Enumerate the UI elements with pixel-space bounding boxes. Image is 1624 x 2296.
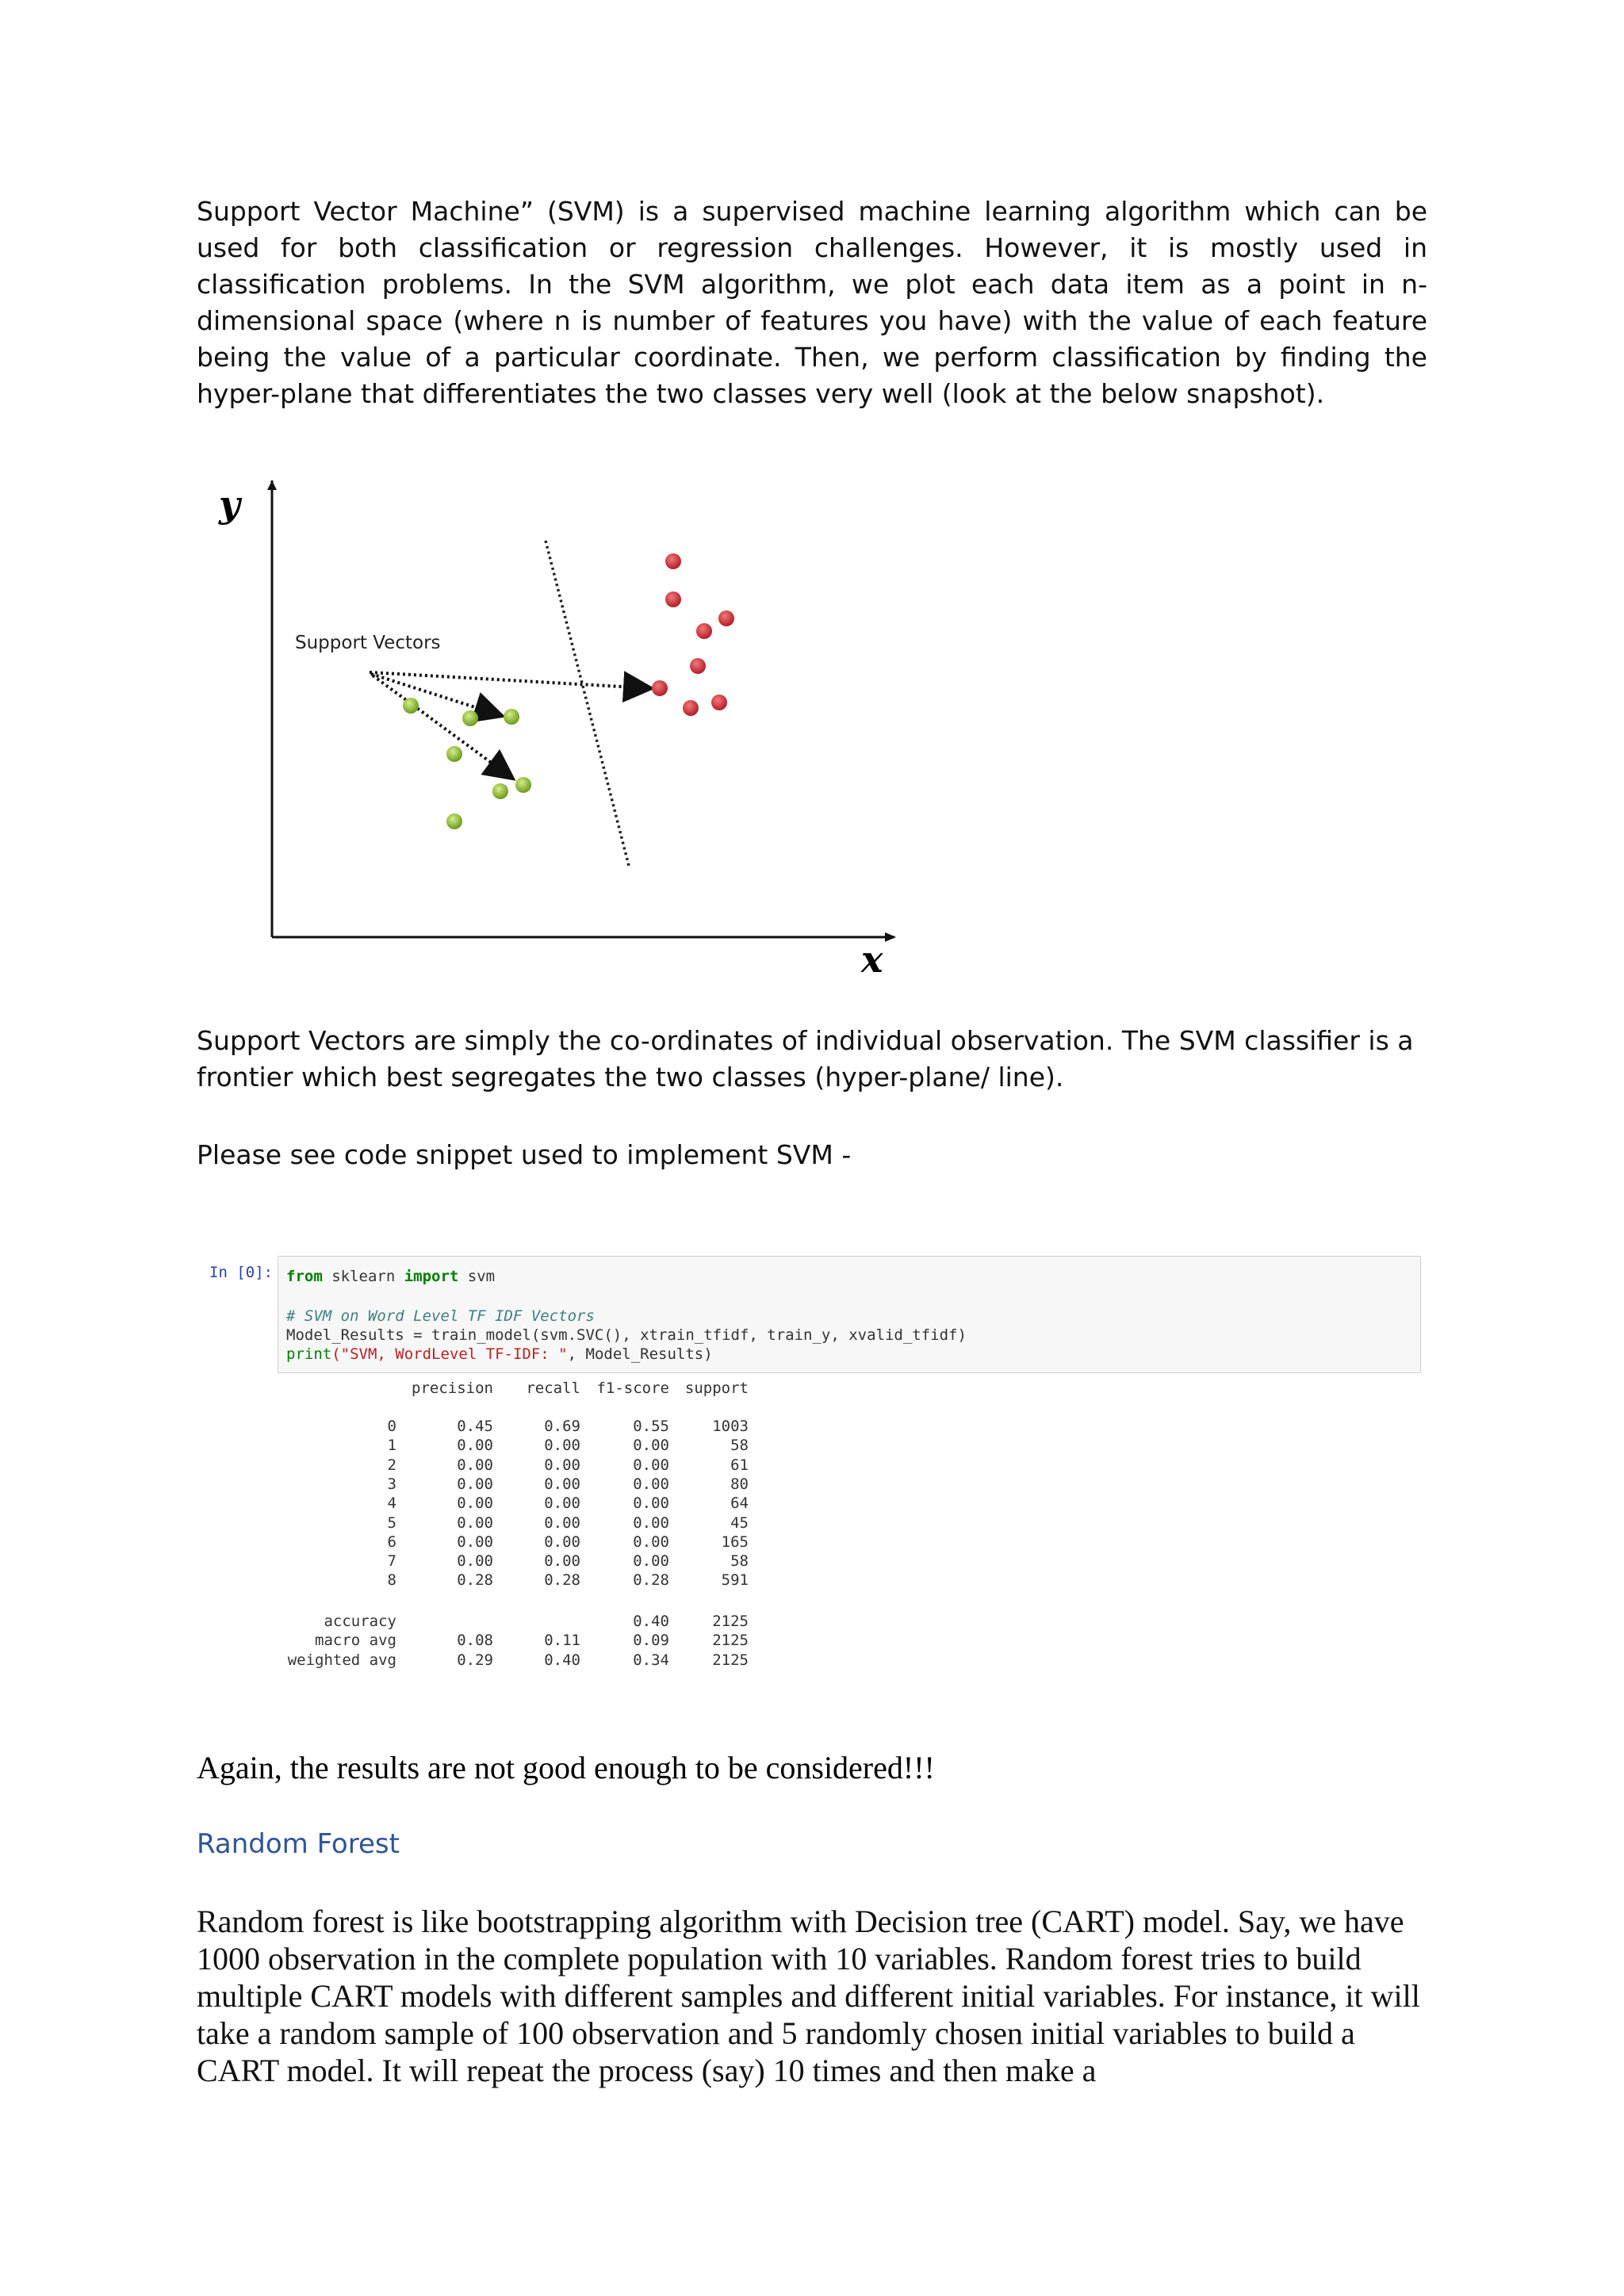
green-point [492,783,508,799]
code-line-1: from sklearn import svm [286,1268,496,1285]
green-point [446,813,462,829]
report-value: 0.28 [633,1571,669,1590]
report-value: 0.08 [457,1632,493,1650]
report-value: 0.11 [544,1632,580,1650]
report-value: 61 [730,1456,749,1474]
report-value: 0.45 [457,1418,493,1435]
report-value: 0.00 [544,1456,580,1474]
report-value: 0.28 [457,1571,493,1590]
red-point [696,623,712,639]
report-value: 0.00 [633,1494,669,1513]
report-header-cell: recall [526,1380,580,1397]
red-point [665,553,681,569]
report-value: 0.00 [457,1456,493,1474]
report-class-label: 7 [387,1552,396,1571]
report-value: 0.00 [544,1533,580,1551]
report-value: 0.00 [544,1475,580,1493]
green-point-support-vector [515,777,531,793]
report-header-cell: f1-score [596,1380,669,1397]
red-point-support-vector [652,680,668,696]
report-value: 2125 [712,1651,749,1669]
report-summary-label: weighted avg [287,1651,396,1669]
green-point [403,698,419,714]
report-value: 0.00 [633,1437,669,1455]
report-value: 2125 [712,1632,749,1650]
svm-diagram [197,476,910,983]
arrow-to-red-support-vector [370,672,649,688]
report-value: 591 [721,1571,749,1590]
report-value: 0.40 [633,1613,669,1630]
report-value: 1003 [712,1418,749,1435]
conclusion-text: Again, the results are not good enough to be considered!!! [197,1750,935,1785]
snippet-intro: Please see code snippet used to implement SVM - [197,1139,852,1170]
report-value: 0.00 [457,1475,493,1493]
support-vectors-paragraph: Support Vectors are simply the co-ordinates of individual observation. The SVM classifier is a frontier which best segregates the two classes (hyper-plane/ line). [197,1025,1414,1093]
report-value: 165 [721,1533,749,1551]
report-value: 0.00 [544,1494,580,1513]
green-point-support-vector [504,709,519,725]
x-axis-label: x [861,938,883,981]
random-forest-paragraph: Random forest is like bootstrapping algorithm with Decision tree (CART) model. Say, we have 1000 observation in the complete population with 10 variables. Random forest tries to build multiple CART models with different samples and different initial variables. For instance, it will take a random sample of 100 observation and 5 randomly chosen initial variables to build a CART model. It will repeat the process (say) 10 times and then make a [197,1904,1420,2088]
red-point [718,610,734,626]
report-value: 0.29 [457,1651,493,1669]
section-heading-random-forest: Random Forest [197,1828,400,1860]
green-point [462,710,478,726]
red-point [711,695,727,710]
report-value: 0.00 [544,1437,580,1455]
red-point [683,700,699,716]
report-value: 0.00 [457,1437,493,1455]
green-point [446,746,462,762]
notebook-screenshot [197,1253,1427,1673]
hyperplane-line [546,541,629,866]
report-value: 45 [730,1513,749,1532]
report-value: 0.00 [457,1533,493,1551]
report-value: 0.00 [633,1513,669,1532]
report-header-cell: support [684,1380,749,1397]
cell-prompt: In [0]: [209,1264,274,1281]
y-axis-label: y [219,483,240,526]
report-value: 0.69 [544,1418,580,1435]
y-axis-arrow [267,480,277,490]
report-value: 0.00 [457,1494,493,1513]
report-value: 0.55 [633,1418,669,1435]
x-axis-arrow [885,932,896,942]
report-value: 0.34 [633,1651,669,1669]
report-class-label: 6 [387,1533,396,1551]
classification-report [278,1380,1427,1673]
report-value: 58 [730,1437,749,1455]
code-line-3: Model_Results = train_model(svm.SVC(), xtrain_tfidf, train_y, xvalid_tfidf) [286,1326,967,1344]
code-line-comment: # SVM on Word Level TF IDF Vectors [286,1307,595,1325]
report-value: 0.40 [544,1651,580,1669]
arrow-to-green-support-vector-2 [373,675,511,777]
report-value: 80 [730,1475,749,1493]
report-class-label: 4 [387,1494,396,1513]
red-point [665,591,681,607]
report-value: 64 [730,1494,749,1513]
svm-figure [197,476,910,983]
report-header-cell: precision [412,1380,493,1397]
report-value: 0.09 [633,1632,669,1650]
report-value: 0.00 [457,1513,493,1532]
support-vectors-label: Support Vectors [295,633,441,653]
report-value: 2125 [712,1613,749,1630]
report-value: 0.00 [633,1456,669,1474]
report-value: 0.28 [544,1571,580,1590]
report-class-label: 3 [387,1475,396,1493]
report-value: 0.00 [633,1552,669,1571]
report-class-label: 1 [387,1437,396,1455]
report-class-label: 5 [387,1513,396,1532]
report-value: 0.00 [633,1475,669,1493]
report-summary-label: macro avg [315,1632,396,1650]
code-cell [278,1256,1421,1373]
report-value: 0.00 [544,1552,580,1571]
report-value: 0.00 [633,1533,669,1551]
intro-paragraph: Support Vector Machine” (SVM) is a supervised machine learning algorithm which can be used for both classification or regression challenges. However, it is mostly used in classification problems. In the SVM algorithm, we plot each data item as a point in n-dimensional space (where n is number of features you have) with the value of each feature being the value of a particular coordinate. Then, we perform classification by finding the hyper-plane that differentiates the two classes very well (look at the below snapshot). [197,196,1427,409]
report-class-label: 2 [387,1456,396,1474]
red-point [690,658,706,674]
code-line-4: print("SVM, WordLevel TF-IDF: ", Model_Results) [286,1345,713,1363]
report-class-label: 8 [387,1571,396,1590]
report-class-label: 0 [387,1418,396,1435]
report-value: 0.00 [544,1513,580,1532]
report-summary-label: accuracy [324,1613,396,1630]
report-value: 0.00 [457,1552,493,1571]
report-value: 58 [730,1552,749,1571]
